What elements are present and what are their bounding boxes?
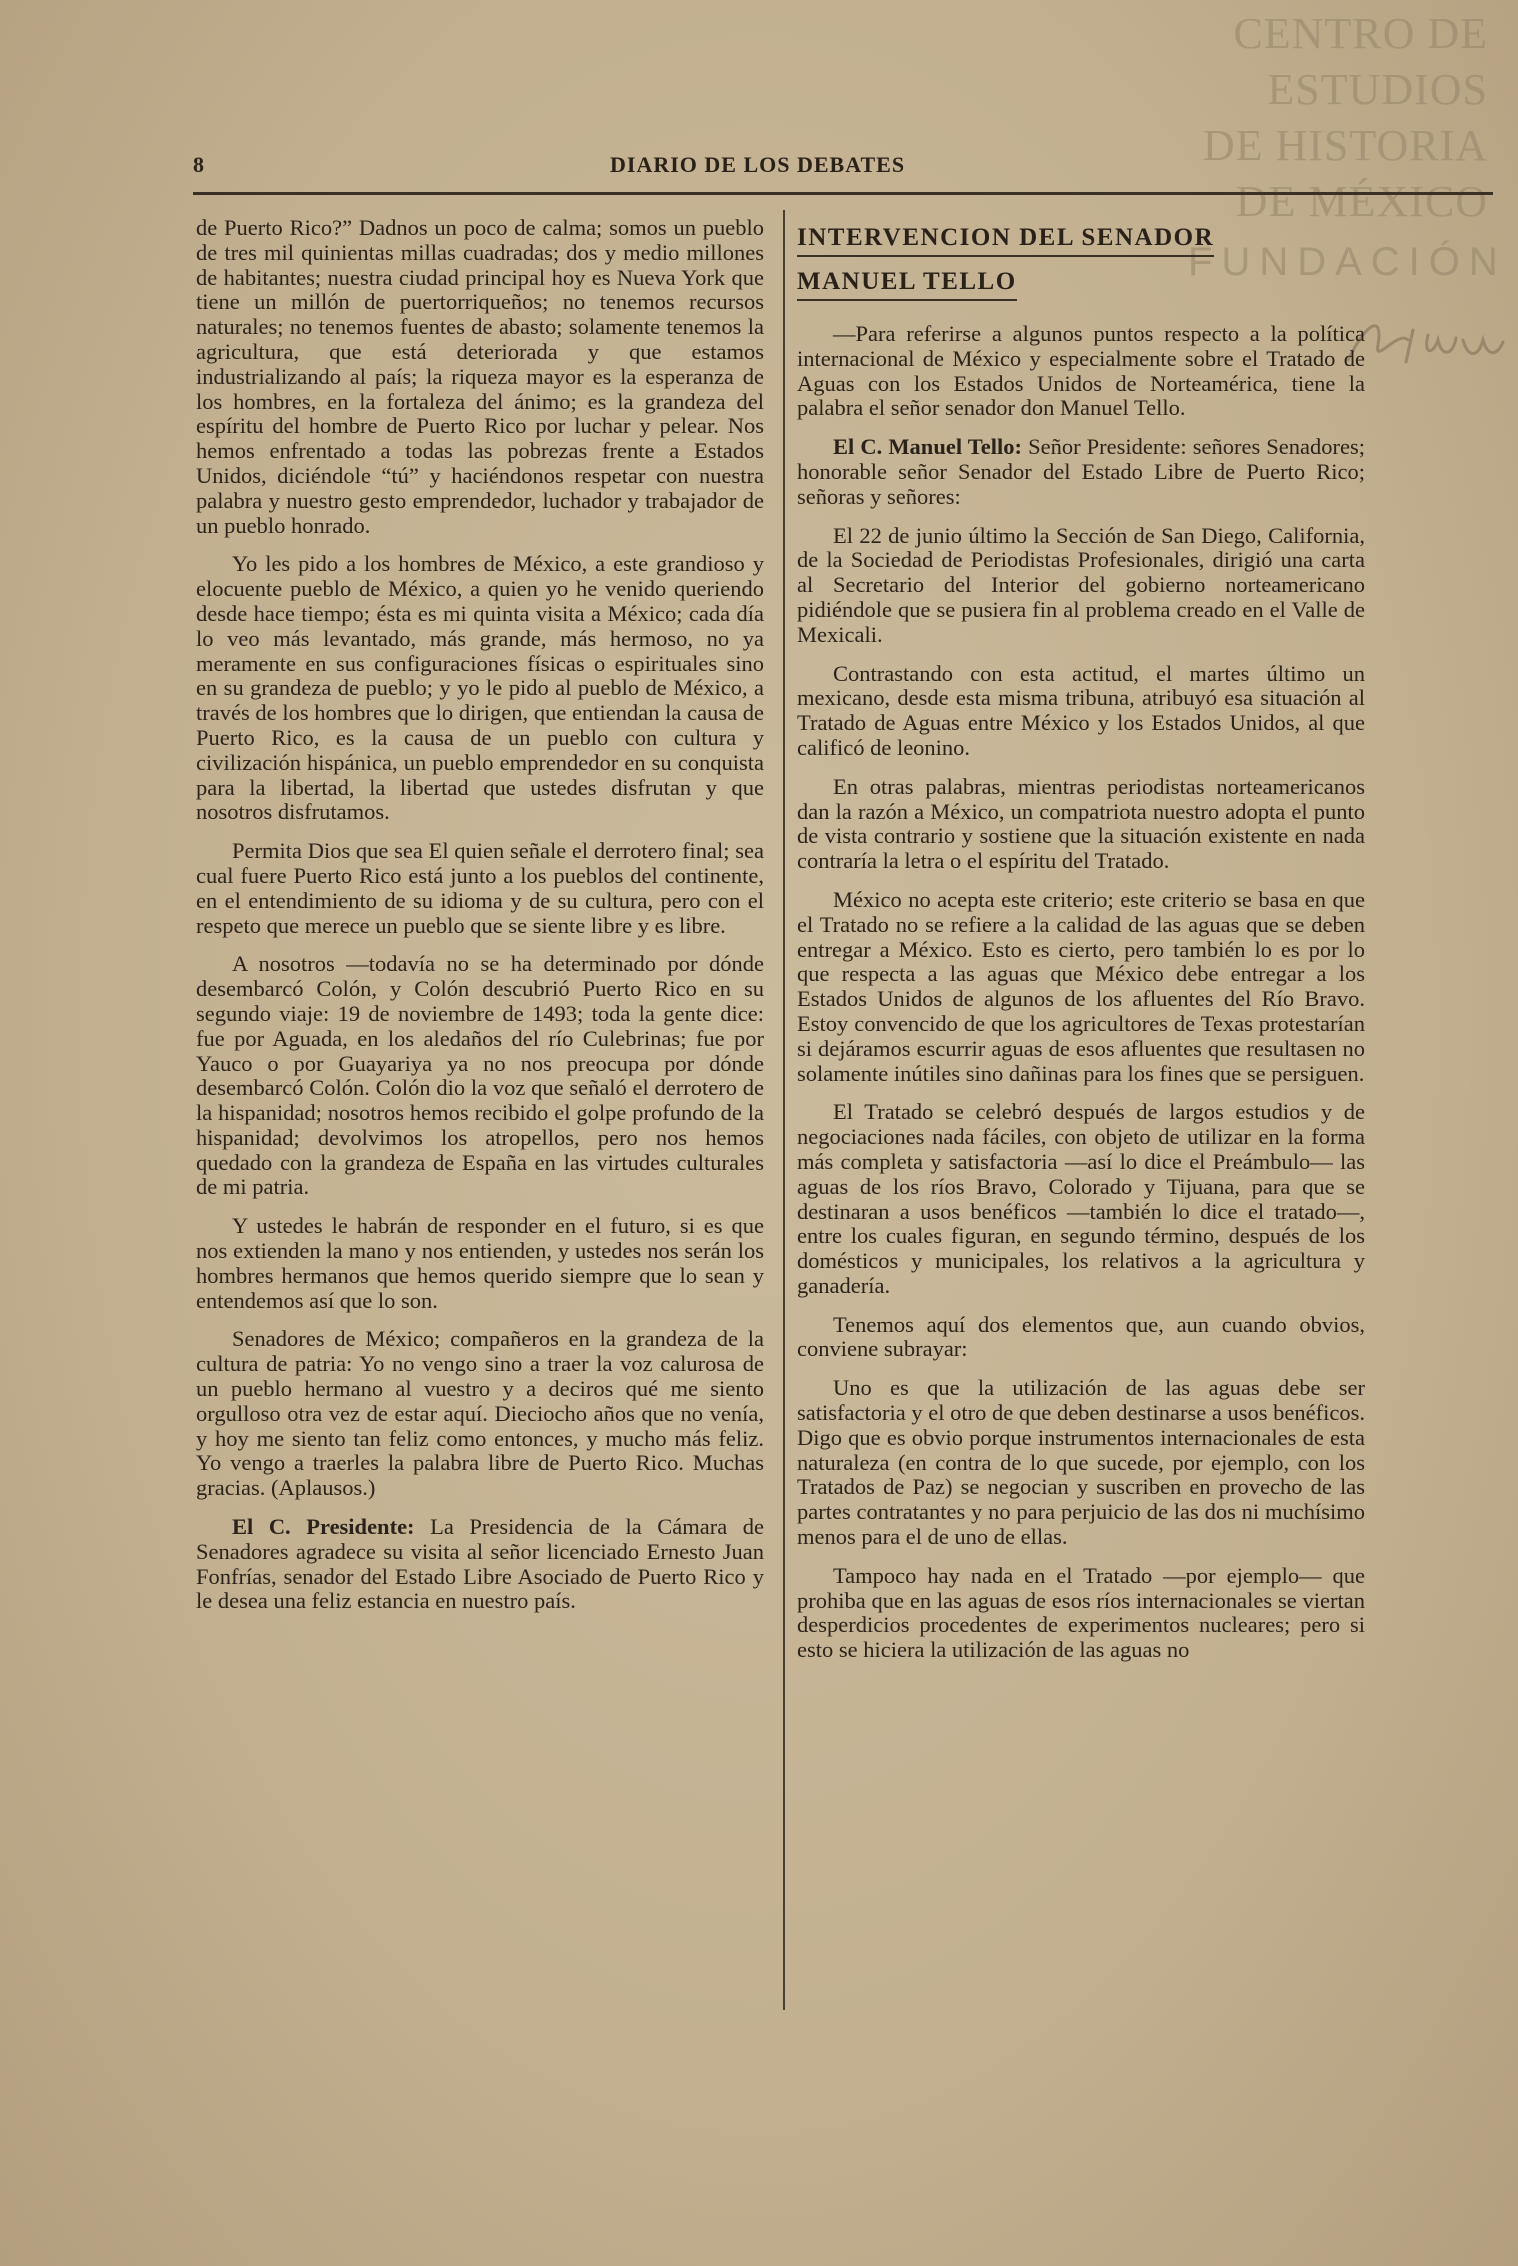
paragraph: de Puerto Rico?” Dadnos un poco de calma; somos un pueblo de tres mil quinientas millas cuadradas; dos y medio millones de habitantes; nuestra ciudad principal hoy es Nueva York que tiene un millón de puertorriqueños; no tenemos recursos naturales; no tenemos fuentes de abasto; solamente tenemos la agricultura, que está deteriorada y que estamos industrializando al país; la riqueza mayor es la esperanza de los hombres, en la fortaleza del ánimo; es la grandeza del espíritu del hombre de Puerto Rico por luchar y pelear. Nos hemos enfrentado a todas las pobrezas frente a Estados Unidos, diciéndole “tú” y haciéndonos respetar con nuestra palabra y nuestro gesto emprendedor, luchador y trabajador de un pueblo honrado. — [196, 215, 764, 538]
watermark-line: ESTUDIOS — [1267, 65, 1488, 114]
watermark-line: DE HISTORIA — [1202, 121, 1488, 170]
paragraph: Y ustedes le habrán de responder en el futuro, si es que nos extienden la mano y nos entienden, y ustedes nos serán los hombres hermanos que hemos querido siempre que lo sean y entendemos así que lo son. — [196, 1213, 764, 1313]
page-number: 8 — [193, 152, 204, 177]
heading-line: INTERVENCION DEL SENADOR — [797, 224, 1214, 257]
paragraph: Tampoco hay nada en el Tratado —por ejemplo— que prohiba que en las aguas de esos ríos internacionales se viertan desperdicios procedentes de experimentos nucleares; pero si esto se hiciera la utilización de las aguas no — [797, 1562, 1365, 1663]
paragraph: En otras palabras, mientras periodistas norteamericanos dan la razón a México, un compatriota nuestro adopta el punto de vista contrario y sostiene que la situación existente en nada contraría la letra o el espíritu del Tratado. — [797, 773, 1365, 874]
watermark-line: DE MÉXICO — [1235, 177, 1488, 226]
paragraph: A nosotros —todavía no se ha determinado por dónde desembarcó Colón, y Colón descubrió Puerto Rico en su segundo viaje: 19 de noviembre de 1493; toda la gente dice: fue por Aguada, en los aledaños del río Culebrinas; fue por Yauco o por Guayariya ya no nos preocupa por dónde desembarcó Colón. Colón dio la voz que señaló el derrotero de la hispanidad; nosotros hemos recibido el golpe profundo de la hispanidad; devolvimos los atropellos, pero nos hemos quedado con la grandeza de España en las virtudes culturales de mi patria. — [196, 951, 764, 1200]
speech-text: Señor Presidente: señores Senadores; honorable señor Senador del Estado Libre de Puerto Rico; señoras y señores: — [797, 434, 1366, 509]
header-rule — [193, 192, 1493, 195]
paragraph: Permita Dios que sea El quien señale el derrotero final; sea cual fuere Puerto Rico está junto a los pueblos del continente, en el entendimiento de su idioma y de su cultura, pero con el respeto que merece un pueblo que se siente libre y es libre. — [196, 838, 764, 938]
paragraph: El 22 de junio último la Sección de San Diego, California, de la Sociedad de Periodistas Profesionales, dirigió una carta al Secretario del Interior del gobierno norteamericano pidiéndole que se pusiera fin al problema creado en el Valle de Mexicali. — [797, 522, 1365, 647]
paragraph: Senadores de México; compañeros en la grandeza de la cultura de patria: Yo no vengo sino a traer la voz calurosa de un pueblo hermano al vuestro y a deciros qué me siento orgulloso otra vez de estar aquí. Dieciocho años que no venía, y hoy me siento tan feliz como entonces, y mucho más feliz. Yo vengo a traerles la palabra libre de Puerto Rico. Muchas gracias. (Aplausos.) — [196, 1326, 764, 1501]
running-head: DIARIO DE LOS DEBATES — [610, 152, 906, 177]
paragraph: El Tratado se celebró después de largos estudios y de negociaciones nada fáciles, con objeto de utilizar en la forma más completa y satisfactoria —así lo dice el Preámbulo— las aguas de los ríos Bravo, Colorado y Tijuana, para que se destinaran a usos benéficos —también lo dice el tratado—, entre los cuales figuran, en segundo término, después de los domésticos y municipales, los relativos a la agricultura y ganadería. — [797, 1099, 1365, 1298]
section-heading — [797, 216, 1365, 304]
speaker-label: El C. Presidente: — [232, 1514, 415, 1540]
right-column — [797, 216, 1365, 1677]
column-divider — [783, 210, 785, 2010]
paragraph: Uno es que la utilización de las aguas debe ser satisfactoria y el otro de que deben destinarse a usos benéficos. Digo que es obvio porque instrumentos internacionales de esta naturaleza (en contra de lo que sucede, por ejemplo, con los Tratados de Paz) se negocian y suscriben en provecho de las partes contratantes y no para perjuicio de las dos ni muchísimo menos para el de uno de ellas. — [797, 1375, 1365, 1550]
watermark-line: FUNDACIÓN — [1188, 240, 1507, 284]
left-column — [196, 216, 764, 1628]
tello-opening — [797, 435, 1365, 509]
heading-line: MANUEL TELLO — [797, 268, 1017, 301]
paragraph: Yo les pido a los hombres de México, a este grandioso y elocuente pueblo de México, a quien yo he venido queriendo desde hace tiempo; ésta es mi quinta visita a México; cada día lo veo más levantado, más grande, más hermoso, no ya meramente en sus configuraciones físicas o espirituales sino en su grandeza de pueblo; y yo le pido al pueblo de México, a través de los hombres que lo dirigen, que entiendan la causa de Puerto Rico, es la causa de un pueblo con cultura y civilización hispánica, un pueblo emprendedor en su conquista para la libertad, la libertad que ustedes disfrutan y que nosotros disfrutamos. — [196, 551, 764, 825]
paragraph: México no acepta este criterio; este criterio se basa en que el Tratado no se refiere a la calidad de las aguas que se deben entregar a México. Esto es cierto, pero también lo es por lo que respecta a las aguas que México debe entregar a los Estados Unidos de algunos de los afluentes del Río Bravo. Estoy convencido de que los agricultores de Texas protestarían si dejáramos escurrir aguas de esos afluentes que resultasen no solamente inútiles sino dañinas para los fines que se persiguen. — [797, 886, 1365, 1086]
intro-paragraph: —Para referirse a algunos puntos respecto a la política internacional de México y especialmente sobre el Tratado de Aguas con los Estados Unidos de Norteamérica, tiene la palabra el señor senador don Manuel Tello. — [797, 321, 1365, 421]
speaker-label: El C. Manuel Tello: — [833, 434, 1022, 460]
speech-text: La Presidencia de la Cámara de Senadores agradece su visita al señor licenciado Ernesto Juan Fonfrías, senador del Estado Libre Asociado de Puerto Rico y le desea una feliz estancia en nuestro país. — [196, 1514, 764, 1614]
paragraph: Contrastando con esta actitud, el martes último un mexicano, desde esta misma tribuna, atribuyó esa situación al Tratado de Aguas entre México y los Estados Unidos, al que calificó de leonino. — [797, 660, 1365, 760]
president-closing — [196, 1515, 764, 1614]
watermark-line: CENTRO DE — [1233, 9, 1488, 58]
paragraph: Tenemos aquí dos elementos que, aun cuando obvios, conviene subrayar: — [797, 1311, 1365, 1362]
